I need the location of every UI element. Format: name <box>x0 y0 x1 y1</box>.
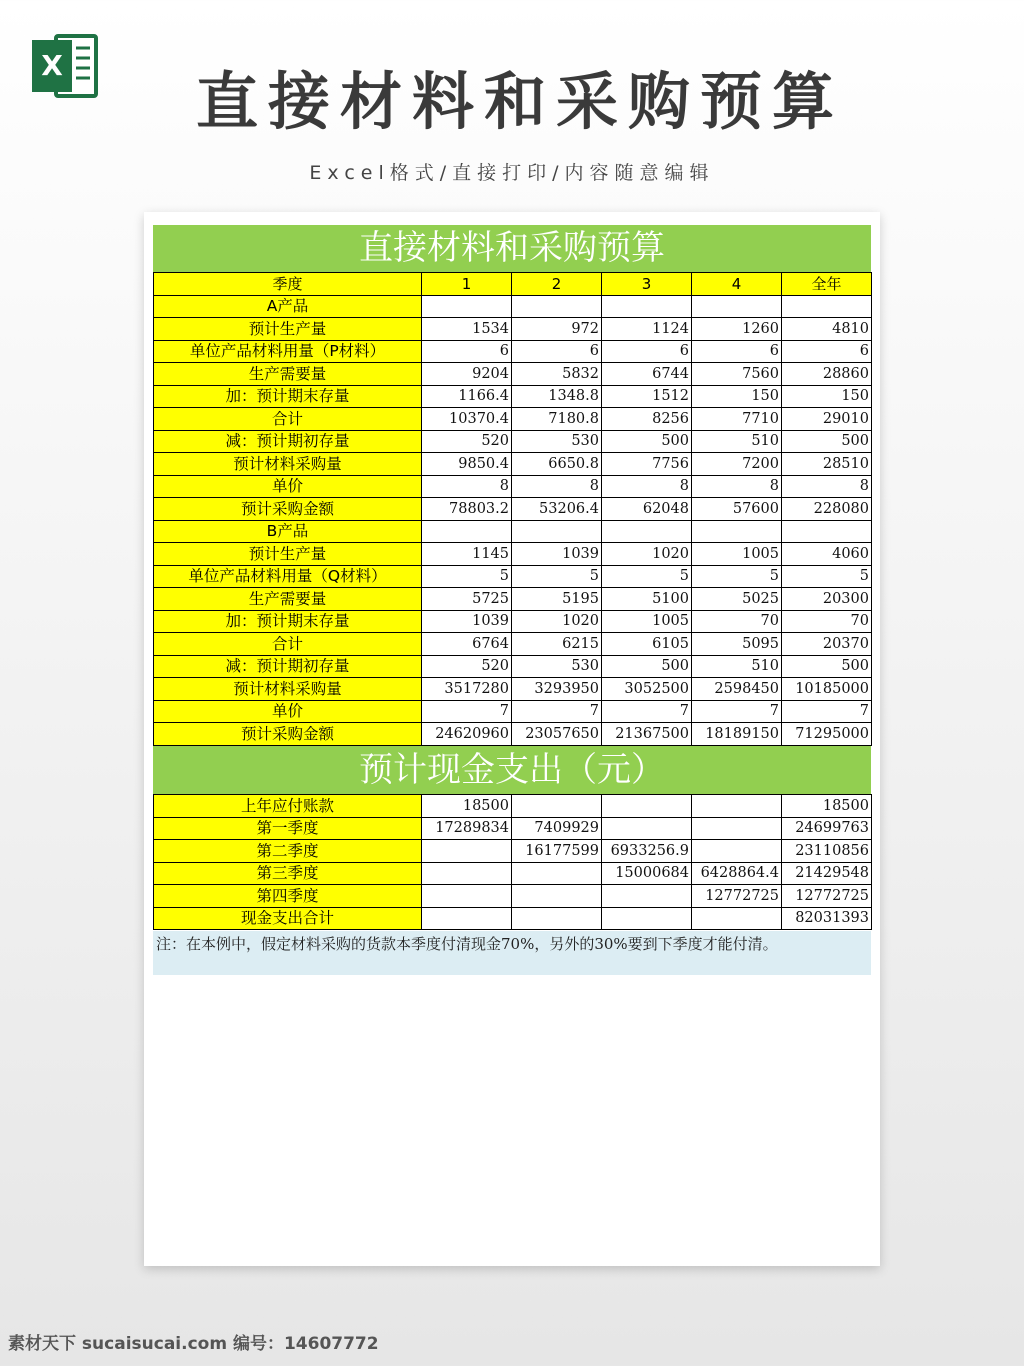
value-cell[interactable]: 3052500 <box>602 678 692 701</box>
value-cell[interactable]: 1005 <box>602 610 692 633</box>
value-cell[interactable]: 520 <box>422 430 512 453</box>
table-row <box>154 633 872 656</box>
value-cell[interactable]: 28860 <box>782 363 872 386</box>
value-cell[interactable]: 5095 <box>692 633 782 656</box>
value-cell[interactable]: 7200 <box>692 453 782 476</box>
value-cell[interactable]: 6650.8 <box>512 453 602 476</box>
value-cell[interactable] <box>692 520 782 543</box>
column-header[interactable]: 2 <box>512 273 602 296</box>
value-cell[interactable] <box>692 907 782 930</box>
value-cell[interactable]: 5195 <box>512 588 602 611</box>
row-label-cell[interactable]: 生产需要量 <box>154 588 422 611</box>
value-cell[interactable]: 1020 <box>512 610 602 633</box>
value-cell[interactable] <box>422 907 512 930</box>
value-cell[interactable]: 8 <box>512 475 602 498</box>
value-cell[interactable] <box>602 817 692 840</box>
table-row <box>154 340 872 363</box>
row-label-cell[interactable]: 第四季度 <box>154 885 422 908</box>
value-cell[interactable]: 21429548 <box>782 862 872 885</box>
row-label-cell[interactable]: 第三季度 <box>154 862 422 885</box>
table-row <box>154 295 872 318</box>
value-cell[interactable]: 5 <box>422 565 512 588</box>
row-label-cell[interactable]: 第二季度 <box>154 840 422 863</box>
value-cell[interactable] <box>422 885 512 908</box>
value-cell[interactable]: 6215 <box>512 633 602 656</box>
value-cell[interactable]: 78803.2 <box>422 498 512 521</box>
value-cell[interactable]: 500 <box>602 655 692 678</box>
value-cell[interactable]: 6 <box>512 340 602 363</box>
row-label-cell[interactable]: 加：预计期末存量 <box>154 610 422 633</box>
sheet-title-band: 直接材料和采购预算 <box>153 225 871 272</box>
value-cell[interactable]: 23057650 <box>512 723 602 746</box>
value-cell[interactable] <box>692 295 782 318</box>
value-cell[interactable]: 8 <box>782 475 872 498</box>
value-cell[interactable]: 6105 <box>602 633 692 656</box>
value-cell[interactable]: 7409929 <box>512 817 602 840</box>
value-cell[interactable]: 6744 <box>602 363 692 386</box>
table-row <box>154 453 872 476</box>
column-header[interactable]: 4 <box>692 273 782 296</box>
footnote: 注：在本例中，假定材料采购的货款本季度付清现金70%，另外的30%要到下季度才能付清。 <box>153 931 871 975</box>
row-label-cell[interactable]: 合计 <box>154 408 422 431</box>
value-cell[interactable]: 150 <box>782 385 872 408</box>
table-row <box>154 817 872 840</box>
value-cell[interactable]: 20300 <box>782 588 872 611</box>
row-label-cell[interactable]: 加：预计期末存量 <box>154 385 422 408</box>
value-cell[interactable] <box>422 862 512 885</box>
value-cell[interactable] <box>422 520 512 543</box>
value-cell[interactable]: 1145 <box>422 543 512 566</box>
value-cell[interactable]: 10185000 <box>782 678 872 701</box>
value-cell[interactable]: 24620960 <box>422 723 512 746</box>
row-label-cell[interactable]: 现金支出合计 <box>154 907 422 930</box>
value-cell[interactable]: 150 <box>692 385 782 408</box>
value-cell[interactable]: 7756 <box>602 453 692 476</box>
value-cell[interactable]: 15000684 <box>602 862 692 885</box>
value-cell[interactable]: 1005 <box>692 543 782 566</box>
page-title: 直接材料和采购预算 <box>195 65 844 138</box>
row-label-cell[interactable]: 生产需要量 <box>154 363 422 386</box>
value-cell[interactable] <box>512 885 602 908</box>
value-cell[interactable]: 5 <box>782 565 872 588</box>
table-row <box>154 475 872 498</box>
value-cell[interactable] <box>782 520 872 543</box>
table-row <box>154 498 872 521</box>
value-cell[interactable]: 53206.4 <box>512 498 602 521</box>
table-header-row <box>154 273 872 296</box>
value-cell[interactable] <box>512 295 602 318</box>
value-cell[interactable]: 8 <box>422 475 512 498</box>
value-cell[interactable]: 4810 <box>782 318 872 341</box>
page-subtitle: Excel格式/直接打印/内容随意编辑 <box>309 162 715 184</box>
value-cell[interactable]: 5100 <box>602 588 692 611</box>
row-label-cell[interactable]: 预计生产量 <box>154 543 422 566</box>
value-cell[interactable]: 9850.4 <box>422 453 512 476</box>
value-cell[interactable]: 24699763 <box>782 817 872 840</box>
value-cell[interactable] <box>692 817 782 840</box>
value-cell[interactable]: 7 <box>782 700 872 723</box>
excel-icon-letter: X <box>41 49 63 82</box>
value-cell[interactable]: 1166.4 <box>422 385 512 408</box>
value-cell[interactable]: 5 <box>602 565 692 588</box>
row-label-cell[interactable]: 上年应付账款 <box>154 795 422 818</box>
value-cell[interactable] <box>512 795 602 818</box>
table-row <box>154 678 872 701</box>
value-cell[interactable]: 3517280 <box>422 678 512 701</box>
value-cell[interactable]: 62048 <box>602 498 692 521</box>
table-row <box>154 408 872 431</box>
row-label-cell[interactable]: 合计 <box>154 633 422 656</box>
row-label-cell[interactable]: 预计采购金额 <box>154 723 422 746</box>
value-cell[interactable]: 6933256.9 <box>602 840 692 863</box>
table-row <box>154 565 872 588</box>
value-cell[interactable] <box>602 907 692 930</box>
value-cell[interactable]: 5725 <box>422 588 512 611</box>
row-label-cell[interactable]: A产品 <box>154 295 422 318</box>
value-cell[interactable]: 70 <box>782 610 872 633</box>
value-cell[interactable]: 7 <box>512 700 602 723</box>
value-cell[interactable]: 1039 <box>512 543 602 566</box>
table-row <box>154 840 872 863</box>
table-row <box>154 723 872 746</box>
value-cell[interactable]: 510 <box>692 655 782 678</box>
table-row <box>154 543 872 566</box>
value-cell[interactable]: 7 <box>422 700 512 723</box>
value-cell[interactable] <box>602 520 692 543</box>
value-cell[interactable]: 1260 <box>692 318 782 341</box>
value-cell[interactable]: 70 <box>692 610 782 633</box>
value-cell[interactable]: 8256 <box>602 408 692 431</box>
value-cell[interactable]: 972 <box>512 318 602 341</box>
value-cell[interactable]: 3293950 <box>512 678 602 701</box>
table-row <box>154 318 872 341</box>
value-cell[interactable]: 6428864.4 <box>692 862 782 885</box>
value-cell[interactable]: 4060 <box>782 543 872 566</box>
row-label-cell[interactable]: 减：预计期初存量 <box>154 655 422 678</box>
value-cell[interactable]: 57600 <box>692 498 782 521</box>
table-row <box>154 610 872 633</box>
value-cell[interactable]: 5 <box>512 565 602 588</box>
row-label-cell[interactable]: 第一季度 <box>154 817 422 840</box>
row-label-cell[interactable]: 单位产品材料用量（P材料） <box>154 340 422 363</box>
table-row <box>154 795 872 818</box>
value-cell[interactable]: 16177599 <box>512 840 602 863</box>
value-cell[interactable]: 500 <box>782 655 872 678</box>
value-cell[interactable]: 1124 <box>602 318 692 341</box>
value-cell[interactable]: 2598450 <box>692 678 782 701</box>
cash-table <box>153 794 872 930</box>
row-label-cell[interactable]: 预计采购金额 <box>154 498 422 521</box>
value-cell[interactable]: 18500 <box>782 795 872 818</box>
column-header[interactable]: 全年 <box>782 273 872 296</box>
value-cell[interactable]: 18189150 <box>692 723 782 746</box>
value-cell[interactable]: 500 <box>782 430 872 453</box>
table-row <box>154 700 872 723</box>
value-cell[interactable]: 9204 <box>422 363 512 386</box>
value-cell[interactable]: 1534 <box>422 318 512 341</box>
table-row <box>154 862 872 885</box>
row-label-cell[interactable]: 预计材料采购量 <box>154 678 422 701</box>
value-cell[interactable]: 8 <box>602 475 692 498</box>
value-cell[interactable]: 20370 <box>782 633 872 656</box>
row-label-cell[interactable]: B产品 <box>154 520 422 543</box>
value-cell[interactable]: 500 <box>602 430 692 453</box>
value-cell[interactable]: 12772725 <box>782 885 872 908</box>
value-cell[interactable] <box>602 795 692 818</box>
row-label-cell[interactable]: 单价 <box>154 475 422 498</box>
value-cell[interactable]: 7560 <box>692 363 782 386</box>
value-cell[interactable]: 10370.4 <box>422 408 512 431</box>
table-row <box>154 907 872 930</box>
value-cell[interactable] <box>692 840 782 863</box>
value-cell[interactable]: 29010 <box>782 408 872 431</box>
value-cell[interactable]: 71295000 <box>782 723 872 746</box>
value-cell[interactable] <box>602 885 692 908</box>
table-row <box>154 363 872 386</box>
value-cell[interactable]: 7 <box>602 700 692 723</box>
value-cell[interactable]: 1020 <box>602 543 692 566</box>
value-cell[interactable]: 1348.8 <box>512 385 602 408</box>
value-cell[interactable]: 12772725 <box>692 885 782 908</box>
table-row <box>154 588 872 611</box>
value-cell[interactable]: 530 <box>512 655 602 678</box>
value-cell[interactable]: 82031393 <box>782 907 872 930</box>
value-cell[interactable]: 6 <box>782 340 872 363</box>
row-label-cell[interactable]: 预计生产量 <box>154 318 422 341</box>
value-cell[interactable]: 6 <box>602 340 692 363</box>
watermark: 素材天下 sucaisucai.com 编号：14607772 <box>8 1334 379 1354</box>
table-row <box>154 885 872 908</box>
value-cell[interactable]: 8 <box>692 475 782 498</box>
value-cell[interactable] <box>782 295 872 318</box>
value-cell[interactable]: 510 <box>692 430 782 453</box>
value-cell[interactable]: 6764 <box>422 633 512 656</box>
value-cell[interactable] <box>512 907 602 930</box>
row-label-cell[interactable]: 预计材料采购量 <box>154 453 422 476</box>
value-cell[interactable]: 7710 <box>692 408 782 431</box>
value-cell[interactable]: 17289834 <box>422 817 512 840</box>
column-header-quarter[interactable]: 季度 <box>154 273 422 296</box>
row-label-cell[interactable]: 单位产品材料用量（Q材料） <box>154 565 422 588</box>
value-cell[interactable]: 5 <box>692 565 782 588</box>
value-cell[interactable] <box>512 520 602 543</box>
value-cell[interactable]: 5025 <box>692 588 782 611</box>
value-cell[interactable]: 1512 <box>602 385 692 408</box>
value-cell[interactable]: 520 <box>422 655 512 678</box>
value-cell[interactable] <box>692 795 782 818</box>
value-cell[interactable]: 21367500 <box>602 723 692 746</box>
value-cell[interactable]: 6 <box>692 340 782 363</box>
value-cell[interactable] <box>602 295 692 318</box>
value-cell[interactable]: 228080 <box>782 498 872 521</box>
table-row <box>154 430 872 453</box>
row-label-cell[interactable]: 单价 <box>154 700 422 723</box>
value-cell[interactable]: 7180.8 <box>512 408 602 431</box>
budget-table <box>153 272 872 746</box>
value-cell[interactable]: 6 <box>422 340 512 363</box>
column-header[interactable]: 1 <box>422 273 512 296</box>
table-row <box>154 385 872 408</box>
column-header[interactable]: 3 <box>602 273 692 296</box>
value-cell[interactable]: 7 <box>692 700 782 723</box>
value-cell[interactable]: 23110856 <box>782 840 872 863</box>
value-cell[interactable]: 28510 <box>782 453 872 476</box>
value-cell[interactable] <box>512 862 602 885</box>
table-row <box>154 655 872 678</box>
value-cell[interactable]: 5832 <box>512 363 602 386</box>
value-cell[interactable]: 18500 <box>422 795 512 818</box>
row-label-cell[interactable]: 减：预计期初存量 <box>154 430 422 453</box>
value-cell[interactable] <box>422 295 512 318</box>
value-cell[interactable]: 530 <box>512 430 602 453</box>
table-row <box>154 520 872 543</box>
value-cell[interactable] <box>422 840 512 863</box>
value-cell[interactable]: 1039 <box>422 610 512 633</box>
cash-title-band: 预计现金支出（元） <box>153 746 871 794</box>
